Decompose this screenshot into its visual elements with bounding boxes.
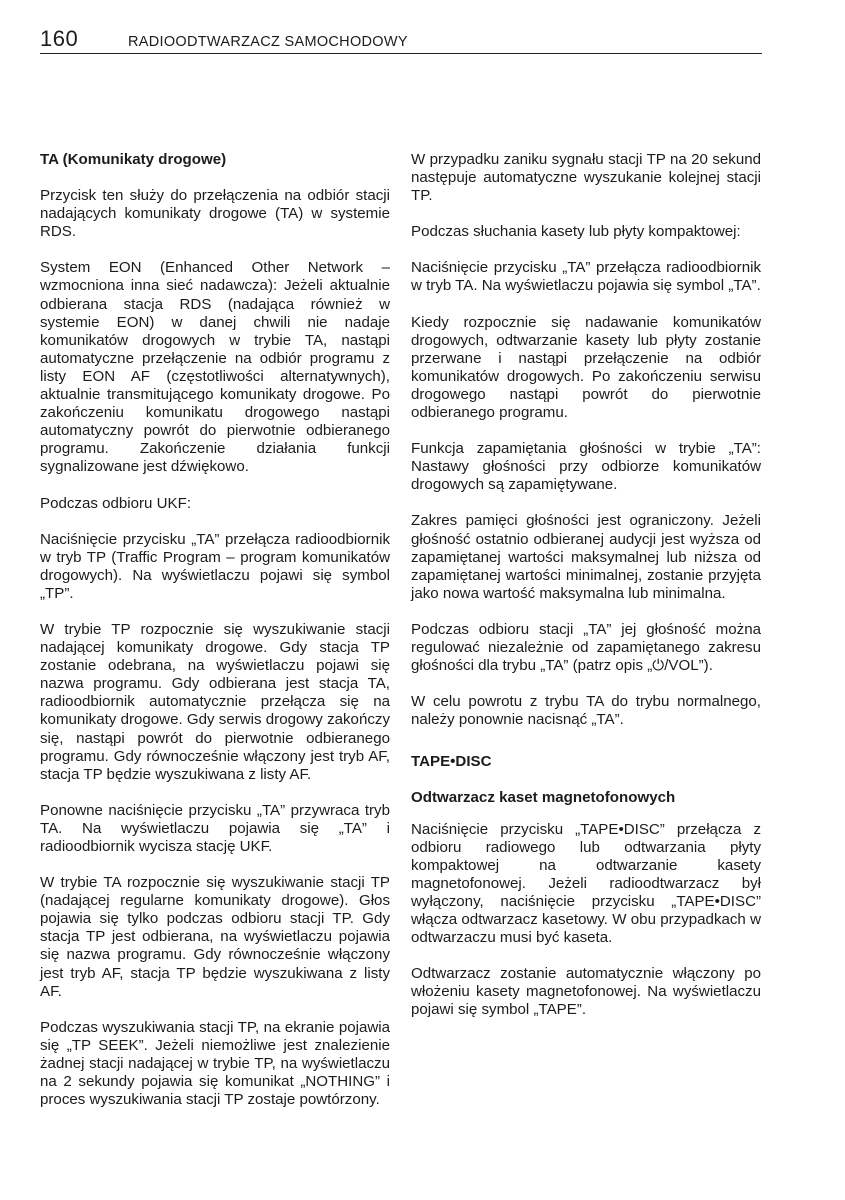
paragraph: Naciśnięcie przycisku „TA” przełącza radioodbiornik w tryb TA. Na wyświetlaczu pojawia się symbol „TA”. — [411, 259, 761, 295]
header-divider — [40, 53, 762, 54]
paragraph: Odtwarzacz zostanie automatycznie włączony po włożeniu kasety magnetofonowej. Na wyświetlaczu pojawi się symbol „TAPE”. — [411, 965, 761, 1019]
paragraph: Naciśnięcie przycisku „TAPE•DISC” przełącza z odbioru radiowego lub odtwarzania płyty kompaktowej na odtwarzanie kasety magnetofonowej. Jeżeli radioodtwarzacz był wyłączony, naciśnięcie przycisku „TAPE•DISC” włącza odtwarzacz kasetowy. W obu przypadkach w odtwarzaczu musi być kaseta. — [411, 820, 761, 947]
chapter-title: RADIOODTWARZACZ SAMOCHODOWY — [128, 34, 408, 50]
page-header — [40, 24, 762, 52]
paragraph: Podczas wyszukiwania stacji TP, na ekranie pojawia się „TP SEEK”. Jeżeli niemożliwe jest znalezienie żadnej stacji nadającej w trybie TP, na wyświetlaczu na 2 sekundy pojawia się komunikat „NOTHING” i proces wyszukiwania stacji TP zostaje powtórzony. — [40, 1018, 390, 1109]
paragraph: W przypadku zaniku sygnału stacji TP na 20 sekund następuje automatyczne wyszukanie kolejnej stacji TP. — [411, 151, 761, 205]
paragraph: Podczas odbioru UKF: — [40, 494, 192, 512]
paragraph: Naciśnięcie przycisku „TA” przełącza radioodbiornik w tryb TP (Traffic Program – program komunikatów drogowych). Na wyświetlaczu pojawi się symbol „TP”. — [40, 530, 390, 602]
paragraph: System EON (Enhanced Other Network – wzmocniona inna sieć nadawcza): Jeżeli aktualnie odbierana stacja RDS (nadająca również w systemie EON) w danej chwili nie nadaje komunikatów drogowych w trybie TA, nastąpi automatyczne przełączenie na odbiór programu z listy EON AF (częstotliwości alternatywnych), aktualnie transmitującego komunikaty drogowe. Po zakończeniu komunikatu drogowego nastąpi automatyczny powrót do pierwotnie odbieranego programu. Zakończenie działania funkcji sygnalizowane jest dźwiękowo. — [40, 259, 390, 476]
section-heading-ta: TA (Komunikaty drogowe) — [40, 151, 227, 168]
paragraph: W celu powrotu z trybu TA do trybu normalnego, należy ponownie nacisnąć „TA”. — [411, 693, 761, 729]
paragraph: Zakres pamięci głośności jest ograniczony. Jeżeli głośność ostatnio odbieranej audycji jest wyższa od zapamiętanej wartości maksymalnej lub niższa od zapamiętanej wartości minimalnej, zostanie przyjęta jako nowa wartość maksymalna lub minimalna. — [411, 512, 761, 602]
paragraph: W trybie TA rozpocznie się wyszukiwanie stacji TP (nadającej regularne komunikaty drogowe). Głos pojawia się tylko podczas odbioru stacji TP. Gdy stacja TP jest odbierana, na wyświetlaczu pojawia się nazwa programu. Gdy równocześnie włączony jest tryb AF, stacja TP będzie wyszukiwana z listy AF. — [40, 874, 390, 1000]
paragraph: Funkcja zapamiętania głośności w trybie „TA”: Nastawy głośności przy odbiorze komunikatów drogowych są zapamiętywane. — [411, 440, 761, 494]
section-heading-tape-disc: TAPE•DISC — [411, 753, 492, 771]
right-column — [411, 151, 761, 1037]
paragraph: Podczas odbioru stacji „TA” jej głośność można regulować niezależnie od zapamiętanego zakresu głośności dla trybu „TA” (patrz opis „⏻/VOL”). — [411, 620, 761, 675]
left-column — [40, 151, 390, 1127]
paragraph: Kiedy rozpocznie się nadawanie komunikatów drogowych, odtwarzanie kasety lub płyty zostanie przerwane i nastąpi przełączenie na odbiór komunikatów drogowych. Po zakończeniu serwisu drogowego nastąpi powrót do pierwotnie odbieranego programu. — [411, 313, 761, 422]
page-number: 160 — [40, 26, 79, 51]
paragraph: W trybie TP rozpocznie się wyszukiwanie stacji nadającej komunikaty drogowe. Gdy stacja TP zostanie odebrana, na wyświetlaczu pojawi się nazwa programu. Gdy odbierana jest stacja TA, radioodbiornik automatycznie przełącza się na komunikaty drogowe. Gdy serwis drogowy zakończy się, nastąpi powrót do pierwotnie odbieranego programu. Gdy równocześnie włączony jest tryb AF, stacja TP będzie wyszukiwana z listy AF. — [40, 620, 390, 783]
paragraph: Przycisk ten służy do przełączenia na odbiór stacji nadających komunikaty drogowe (TA) w systemie RDS. — [40, 187, 390, 241]
subheading-cassette-player: Odtwarzacz kaset magnetofonowych — [411, 789, 676, 807]
paragraph: Ponowne naciśnięcie przycisku „TA” przywraca tryb TA. Na wyświetlaczu pojawia się „TA” i radioodbiornik wycisza stację UKF. — [40, 801, 390, 855]
paragraph: Podczas słuchania kasety lub płyty kompaktowej: — [411, 223, 741, 241]
